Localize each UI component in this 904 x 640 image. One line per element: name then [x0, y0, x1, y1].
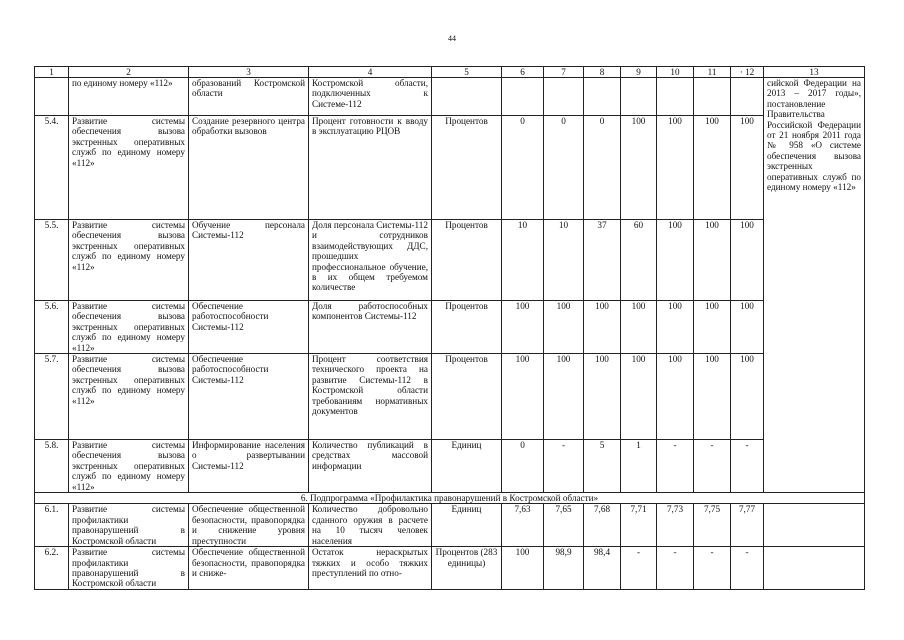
column-header: 6 — [502, 67, 544, 78]
column-header: 13 — [764, 67, 865, 78]
event-cell: Обучение персонала Системы-112 — [189, 220, 309, 301]
table-row — [35, 547, 865, 590]
value-cell: 100 — [731, 116, 764, 220]
value-cell — [657, 78, 694, 116]
direction-cell: Развитие системы обеспечения вызова экстренных оперативных служб по единому номеру «112» — [69, 354, 189, 440]
unit-cell: Процентов — [432, 301, 502, 354]
legal-basis-cell — [764, 547, 865, 590]
column-header: 11 — [694, 67, 731, 78]
value-cell: 100 — [584, 354, 621, 440]
section-row — [35, 493, 865, 504]
indicator-cell: Доля работоспособных компонентов Системы-112 — [309, 301, 432, 354]
event-cell: Обеспечение работоспособности Системы-112 — [189, 301, 309, 354]
value-cell: 100 — [657, 354, 694, 440]
value-cell: 100 — [544, 301, 584, 354]
unit-cell: Единиц — [432, 504, 502, 547]
value-cell: 100 — [621, 116, 657, 220]
value-cell: 100 — [621, 354, 657, 440]
indicator-cell: Остаток нераскрытых тяжких и особо тяжких преступлений по отно- — [309, 547, 432, 590]
page-number: 44 — [448, 34, 456, 43]
direction-cell: Развитие системы обеспечения вызова экстренных оперативных служб по единому номеру «112» — [69, 301, 189, 354]
column-header: 8 — [584, 67, 621, 78]
column-header: 2 — [69, 67, 189, 78]
value-cell: - — [544, 440, 584, 493]
value-cell: 100 — [694, 116, 731, 220]
unit-cell: Процентов — [432, 354, 502, 440]
section-title: 6. Подпрограмма «Профилактика правонарушений в Костромской области» — [35, 493, 865, 504]
column-header: 4 — [309, 67, 432, 78]
value-cell: 60 — [621, 220, 657, 301]
table-row — [35, 116, 865, 220]
value-cell: 100 — [621, 301, 657, 354]
value-cell: 7,65 — [544, 504, 584, 547]
direction-cell: Развитие системы обеспечения вызова экстренных оперативных служб по единому номеру «112» — [69, 440, 189, 493]
value-cell: 100 — [694, 220, 731, 301]
value-cell: 0 — [584, 116, 621, 220]
indicator-cell: Количество добровольно сданного оружия в расчете на 10 тысяч человек населения — [309, 504, 432, 547]
row-number: 6.1. — [35, 504, 69, 547]
value-cell: - — [621, 547, 657, 590]
value-cell: 7,73 — [657, 504, 694, 547]
indicator-cell: Доля персонала Системы-112 и сотрудников взаимодействующих ДДС, прошедших профессиональное обучение, в их общем требуемом количестве — [309, 220, 432, 301]
indicator-cell: Костромской области, подключенных к Системе-112 — [309, 78, 432, 116]
event-cell: Обеспечение общественной безопасности, правопорядка и сниже- — [189, 547, 309, 590]
row-number — [35, 78, 69, 116]
value-cell: - — [731, 547, 764, 590]
unit-cell: Процентов (283 единицы) — [432, 547, 502, 590]
value-cell: 100 — [584, 301, 621, 354]
value-cell: 5 — [584, 440, 621, 493]
row-number: 5.5. — [35, 220, 69, 301]
indicators-table — [34, 66, 865, 590]
value-cell: 100 — [731, 220, 764, 301]
table-row — [35, 504, 865, 547]
legal-basis-cell — [764, 504, 865, 547]
column-header: 10 — [657, 67, 694, 78]
column-header: 1 — [35, 67, 69, 78]
unit-cell: Процентов — [432, 116, 502, 220]
value-cell: 1 — [621, 440, 657, 493]
event-cell: Информирование населения о развертывании Системы-112 — [189, 440, 309, 493]
value-cell — [544, 78, 584, 116]
value-cell — [621, 78, 657, 116]
unit-cell — [432, 78, 502, 116]
table-row — [35, 78, 865, 116]
row-number: 6.2. — [35, 547, 69, 590]
value-cell: 10 — [502, 220, 544, 301]
value-cell: 100 — [657, 301, 694, 354]
value-cell: 98,9 — [544, 547, 584, 590]
value-cell: 100 — [502, 547, 544, 590]
column-header: 9 — [621, 67, 657, 78]
value-cell — [731, 78, 764, 116]
column-header: · 12 — [731, 67, 764, 78]
direction-cell: Развитие системы обеспечения вызова экстренных оперативных служб по единому номеру «112» — [69, 220, 189, 301]
value-cell: 98,4 — [584, 547, 621, 590]
unit-cell: Процентов — [432, 220, 502, 301]
direction-cell: Развитие системы обеспечения вызова экстренных оперативных служб по единому номеру «112» — [69, 116, 189, 220]
value-cell: 7,63 — [502, 504, 544, 547]
row-number: 5.8. — [35, 440, 69, 493]
value-cell: 100 — [694, 354, 731, 440]
value-cell: 100 — [502, 354, 544, 440]
event-cell: Обеспечение общественной безопасности, правопорядка и снижение уровня преступности — [189, 504, 309, 547]
event-cell: образований Костромской области — [189, 78, 309, 116]
column-header: 7 — [544, 67, 584, 78]
indicator-cell: Процент готовности к вводу в эксплуатацию РЦОВ — [309, 116, 432, 220]
unit-cell: Единиц — [432, 440, 502, 493]
direction-cell: Развитие системы профилактики правонарушений в Костромской области — [69, 547, 189, 590]
value-cell: - — [731, 440, 764, 493]
row-number: 5.4. — [35, 116, 69, 220]
value-cell — [502, 78, 544, 116]
value-cell: 10 — [544, 220, 584, 301]
value-cell: 0 — [544, 116, 584, 220]
indicator-cell: Процент соответствия технического проекта на развитие Системы-112 в Костромской области требованиям нормативных документов — [309, 354, 432, 440]
value-cell: 37 — [584, 220, 621, 301]
value-cell: - — [694, 547, 731, 590]
table-row — [35, 440, 865, 493]
legal-basis-cell: сийской Федерации на 2013 – 2017 годы», постановление Правительства Российской Федерации от 21 ноября 2011 года № 958 «О системе обеспечения вызова экстренных оперативных служб по единому номеру «112» — [764, 78, 865, 493]
row-number: 5.7. — [35, 354, 69, 440]
value-cell: 100 — [544, 354, 584, 440]
column-header: 3 — [189, 67, 309, 78]
value-cell: 0 — [502, 116, 544, 220]
value-cell: 7,68 — [584, 504, 621, 547]
value-cell: 100 — [657, 220, 694, 301]
value-cell: 100 — [731, 354, 764, 440]
value-cell: - — [657, 547, 694, 590]
value-cell: 7,71 — [621, 504, 657, 547]
value-cell: 100 — [731, 301, 764, 354]
value-cell — [584, 78, 621, 116]
indicator-cell: Количество публикаций в средствах массовой информации — [309, 440, 432, 493]
value-cell: - — [657, 440, 694, 493]
table-row — [35, 220, 865, 301]
table-row — [35, 354, 865, 440]
value-cell: 100 — [502, 301, 544, 354]
value-cell — [694, 78, 731, 116]
value-cell: 0 — [502, 440, 544, 493]
value-cell: 100 — [657, 116, 694, 220]
value-cell: 7,77 — [731, 504, 764, 547]
value-cell: 100 — [694, 301, 731, 354]
row-number: 5.6. — [35, 301, 69, 354]
value-cell: 7,75 — [694, 504, 731, 547]
table-header-row — [35, 67, 865, 78]
direction-cell: по единому номеру «112» — [69, 78, 189, 116]
event-cell: Обеспечение работоспособности Системы-112 — [189, 354, 309, 440]
direction-cell: Развитие системы профилактики правонарушений в Костромской области — [69, 504, 189, 547]
event-cell: Создание резервного центра обработки вызовов — [189, 116, 309, 220]
column-header: 5 — [432, 67, 502, 78]
value-cell: - — [694, 440, 731, 493]
table-row — [35, 301, 865, 354]
